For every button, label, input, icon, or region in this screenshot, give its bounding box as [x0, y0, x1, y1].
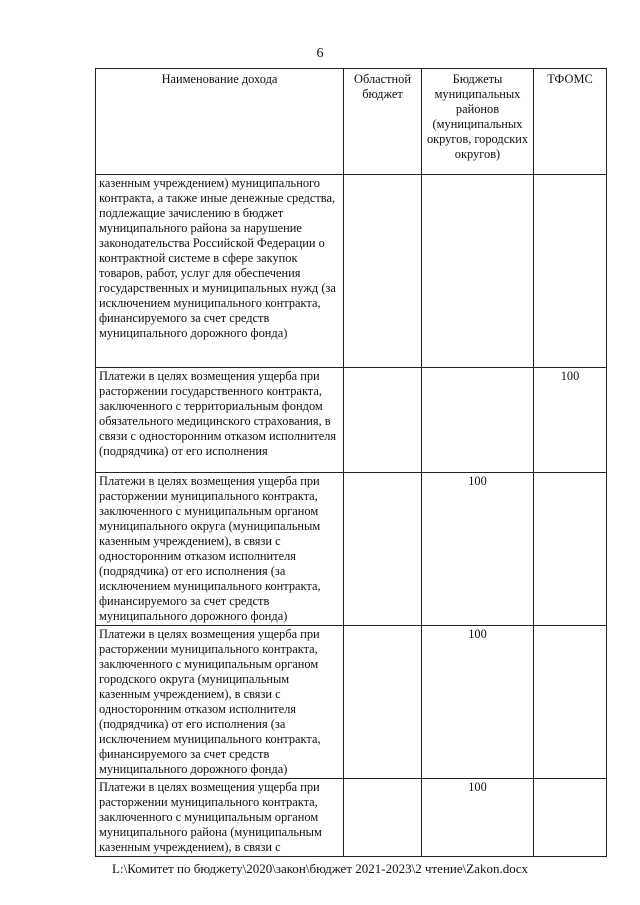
header-regional-budget: Областной бюджет	[344, 69, 422, 175]
municipal-budget-cell	[422, 175, 534, 368]
regional-budget-cell	[344, 473, 422, 626]
tfoms-cell: 100	[534, 368, 607, 473]
regional-budget-cell	[344, 175, 422, 368]
regional-budget-cell	[344, 626, 422, 779]
regional-budget-cell	[344, 368, 422, 473]
header-municipal-budgets: Бюджеты муниципальных районов (муниципальных округов, городских округов)	[422, 69, 534, 175]
municipal-budget-cell: 100	[422, 779, 534, 857]
municipal-budget-cell: 100	[422, 473, 534, 626]
income-name-cell: Платежи в целях возмещения ущерба при расторжении муниципального контракта, заключенного с муниципальным органом городского округа (муниципальным казенным учреждением), в связи с односторонним отказом исполнителя (подрядчика) от его исполнения (за исключением муниципального контракта, финансируемого за счет средств муниципального дорожного фонда)	[96, 626, 344, 779]
income-name-cell: Платежи в целях возмещения ущерба при расторжении муниципального контракта, заключенного с муниципальным органом муниципального района (муниципальным казенным учреждением), в связи с	[96, 779, 344, 857]
table-row	[96, 626, 607, 779]
table-row	[96, 779, 607, 857]
header-income-name: Наименование дохода	[96, 69, 344, 175]
income-name-cell: казенным учреждением) муниципального контракта, а также иные денежные средства, подлежащие зачислению в бюджет муниципального района за нарушение законодательства Российской Федерации о контрактной системе в сфере закупок товаров, работ, услуг для обеспечения государственных и муниципальных нужд (за исключением муниципального контракта, финансируемого за счет средств муниципального дорожного фонда)	[96, 175, 344, 368]
income-name-cell: Платежи в целях возмещения ущерба при расторжении государственного контракта, заключенного с территориальным фондом обязательного медицинского страхования, в связи с односторонним отказом исполнителя (подрядчика) от его исполнения	[96, 368, 344, 473]
tfoms-cell	[534, 175, 607, 368]
regional-budget-cell	[344, 779, 422, 857]
table-header-row	[96, 69, 607, 175]
municipal-budget-cell: 100	[422, 626, 534, 779]
page-number: 6	[316, 46, 324, 61]
header-tfoms: ТФОМС	[534, 69, 607, 175]
document-file-path: L:\Комитет по бюджету\2020\закон\бюджет 2021-2023\2 чтение\Zakon.docx	[112, 861, 528, 876]
income-name-cell: Платежи в целях возмещения ущерба при расторжении муниципального контракта, заключенного с муниципальным органом муниципального округа (муниципальным казенным учреждением), в связи с односторонним отказом исполнителя (подрядчика) от его исполнения (за исключением муниципального контракта, финансируемого за счет средств муниципального дорожного фонда)	[96, 473, 344, 626]
table-row	[96, 368, 607, 473]
tfoms-cell	[534, 626, 607, 779]
table-row	[96, 473, 607, 626]
income-distribution-table	[95, 68, 607, 857]
tfoms-cell	[534, 779, 607, 857]
tfoms-cell	[534, 473, 607, 626]
table-row	[96, 175, 607, 368]
municipal-budget-cell	[422, 368, 534, 473]
